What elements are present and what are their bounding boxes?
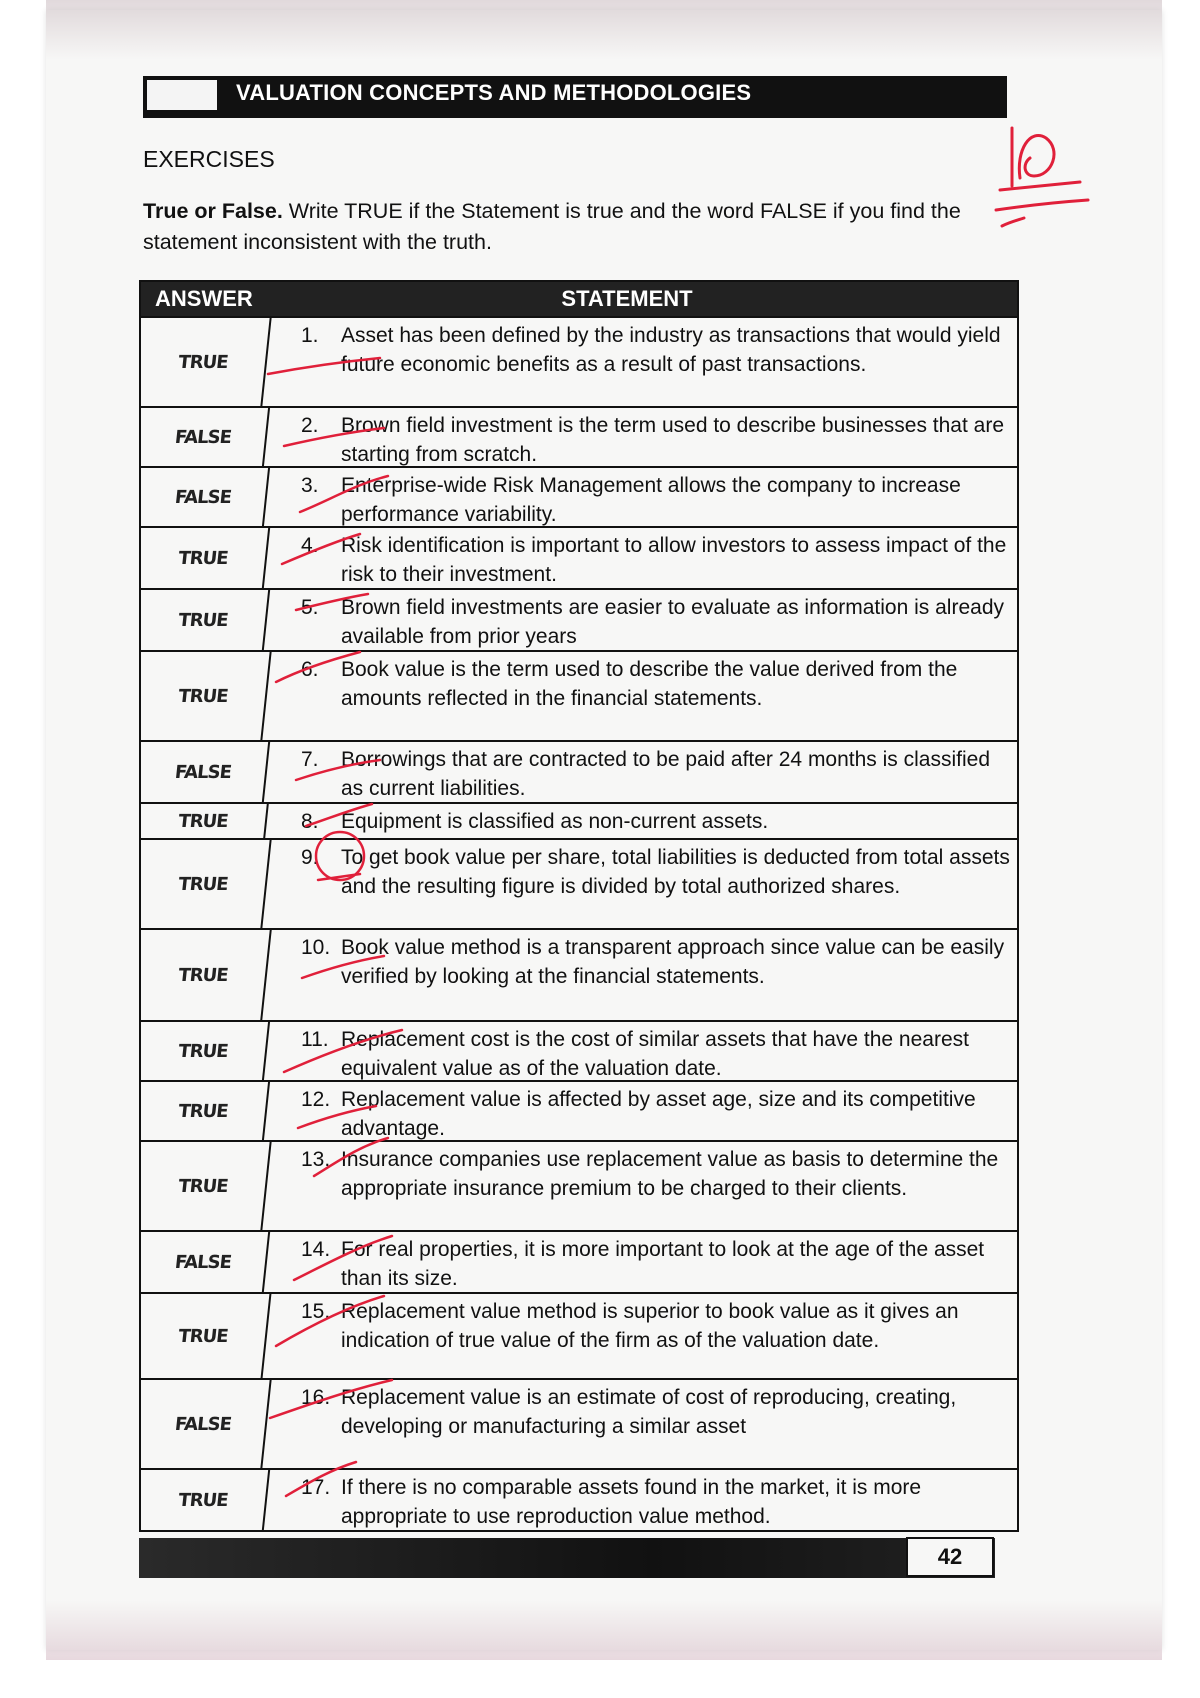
statement-text: Book value method is a transparent approach since value can be easily verified by looking at the financial statements. [341,936,1005,988]
answer-cell: FALSE [138,742,270,802]
table-row [141,740,1017,802]
statement-text: To get book value per share, total liabilities is deducted from total assets and the resulting figure is divided by total authorized shares. [341,846,1010,898]
statement-number: 11. [301,1028,329,1051]
answer-cell: FALSE [138,408,270,466]
table-row [141,1468,1017,1530]
statement-number: 4. [301,534,319,557]
statement-text: For real properties, it is more important to look at the age of the asset than its size. [341,1238,985,1290]
answer-cell: FALSE [138,1232,270,1292]
answer-cell: TRUE [138,1022,270,1080]
statement-cell [267,840,1017,928]
table-row [141,1230,1017,1292]
statement-number: 12. [301,1088,331,1111]
page-header-title: VALUATION CONCEPTS AND METHODOLOGIES [236,80,752,105]
scan-smudge-bottom [46,1600,1162,1660]
statement-text: Replacement value is an estimate of cost of reproducing, creating, developing or manufacturing a similar asset [341,1386,957,1438]
table-row [141,650,1017,740]
table-row [141,406,1017,466]
statement-number: 13. [301,1148,331,1171]
answer-cell: TRUE [138,1082,270,1140]
statement-number: 8. [301,810,319,833]
table-row [141,838,1017,928]
instructions-body: Write TRUE if the Statement is true and the word FALSE if you find the statement inconsistent with the truth. [143,199,961,254]
statement-number: 3. [301,474,319,497]
statement-text: Insurance companies use replacement value as basis to determine the appropriate insurance premium to be charged to their clients. [341,1148,999,1200]
instructions-lead: True or False. [143,199,283,223]
statement-cell [267,1380,1017,1468]
statement-text: Enterprise-wide Risk Management allows the company to increase performance variability. [341,474,961,526]
statement-cell [267,930,1017,1020]
statement-text: Replacement cost is the cost of similar assets that have the nearest equivalent value as of the valuation date. [341,1028,969,1080]
statement-text: Brown field investment is the term used to describe businesses that are starting from scratch. [341,414,1004,466]
answer-cell: TRUE [138,590,270,650]
statement-cell [267,408,1017,466]
answer-column-header: ANSWER [155,286,253,311]
table-header [141,282,1017,316]
table-body [141,316,1017,1530]
footer-bar [139,1538,995,1578]
statement-text: Replacement value method is superior to book value as it gives an indication of true value of the firm as of the valuation date. [341,1300,959,1352]
answer-cell: FALSE [138,468,270,526]
statement-number: 15. [301,1300,331,1323]
table-row [141,1378,1017,1468]
answer-cell: FALSE [136,1380,271,1468]
statement-number: 9. [301,846,319,869]
statement-number: 1. [301,324,319,347]
page-number: 42 [906,1537,994,1577]
answer-cell: TRUE [136,1142,271,1230]
answer-cell: TRUE [136,840,271,928]
answer-cell: TRUE [136,652,271,740]
table-row [141,316,1017,406]
statement-number: 16. [301,1386,331,1409]
table-row [141,1140,1017,1230]
statement-cell [267,804,1017,838]
true-false-table [139,280,1019,1532]
statement-text: Replacement value is affected by asset age, size and its competitive advantage. [341,1088,976,1140]
answer-cell: TRUE [139,804,269,838]
statement-text: Asset has been defined by the industry as transactions that would yield future economic benefits as a result of past transactions. [341,324,1001,376]
statement-number: 5. [301,596,319,619]
statement-cell [267,1294,1017,1378]
statement-number: 10. [301,936,331,959]
table-row [141,802,1017,838]
statement-text: Book value is the term used to describe the value derived from the amounts reflected in the financial statements. [341,658,958,710]
statement-cell [267,652,1017,740]
statement-number: 14. [301,1238,331,1261]
statement-number: 17. [301,1476,331,1499]
statement-text: If there is no comparable assets found in the market, it is more appropriate to use reproduction value method. [341,1476,922,1528]
header-box [147,80,217,110]
statement-text: Risk identification is important to allow investors to assess impact of the risk to their investment. [341,534,1007,586]
instructions [143,196,1023,258]
statement-column-header: STATEMENT [561,286,693,311]
answer-cell: TRUE [136,318,271,406]
statement-text: Borrowings that are contracted to be paid after 24 months is classified as current liabilities. [341,748,991,800]
statement-text: Equipment is classified as non-current assets. [341,810,769,833]
table-row [141,466,1017,526]
table-row [141,1292,1017,1378]
statement-text: Brown field investments are easier to evaluate as information is already available from prior years [341,596,1004,648]
section-title: EXERCISES [143,146,275,172]
table-row [141,928,1017,1020]
statement-number: 6. [301,658,319,681]
table-row [141,1080,1017,1140]
scan-smudge-top [46,0,1162,60]
table-row [141,588,1017,650]
statement-number: 2. [301,414,319,437]
statement-cell [267,590,1017,650]
statement-cell [267,1082,1017,1140]
statement-number: 7. [301,748,319,771]
answer-cell: TRUE [136,930,271,1020]
statement-cell [267,1142,1017,1230]
answer-cell: TRUE [138,1470,270,1530]
table-row [141,1020,1017,1080]
answer-cell: TRUE [138,528,270,588]
statement-cell [267,742,1017,802]
statement-cell [267,1232,1017,1292]
statement-cell [267,528,1017,588]
table-row [141,526,1017,588]
answer-cell: TRUE [137,1294,272,1378]
statement-cell [267,318,1017,406]
statement-cell [267,1022,1017,1080]
statement-cell [267,1470,1017,1530]
statement-cell [267,468,1017,526]
